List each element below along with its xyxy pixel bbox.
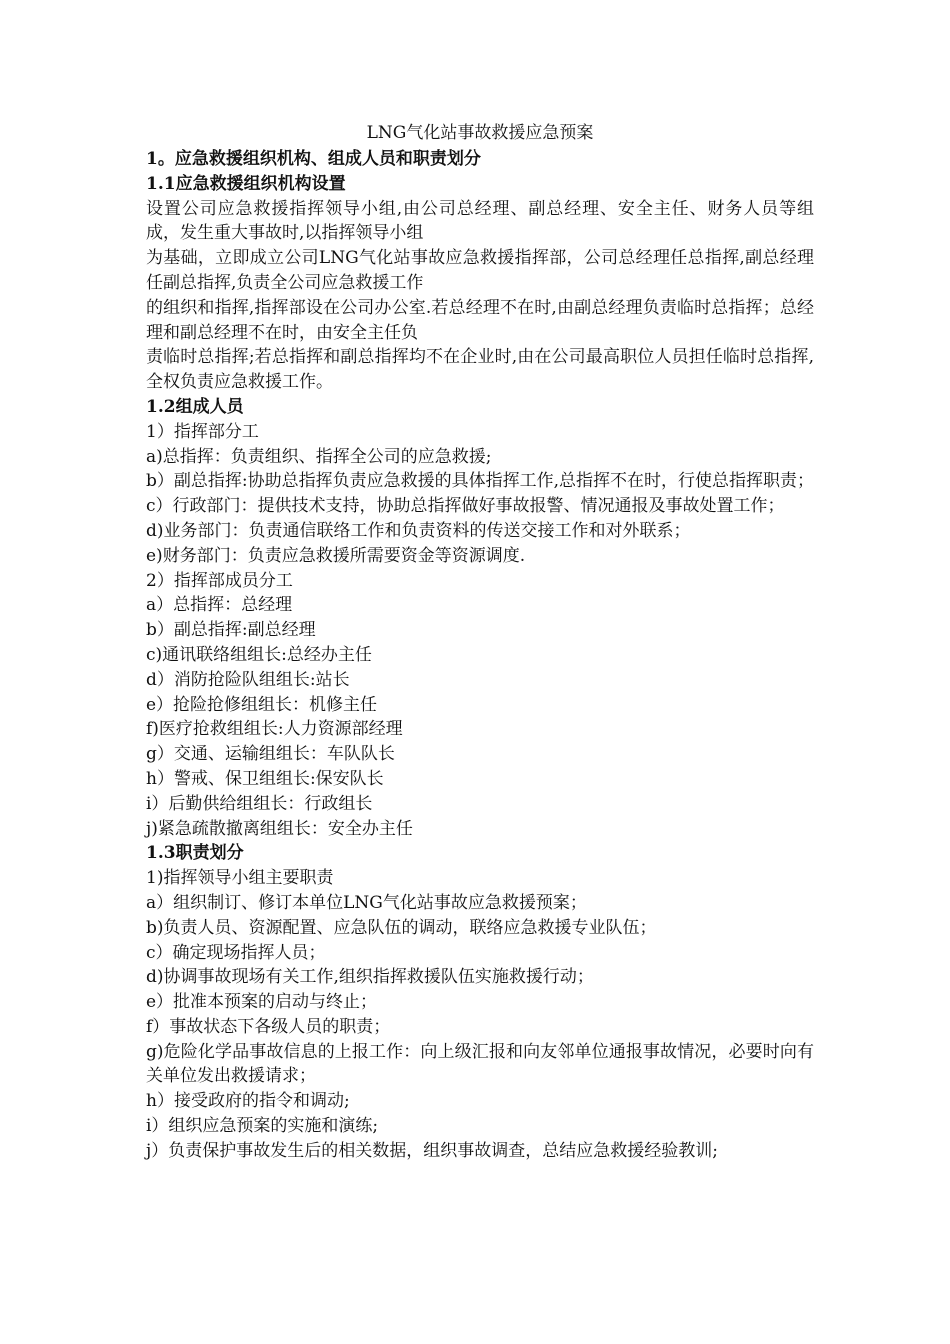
subsection-label: 1）指挥部分工 — [146, 421, 259, 442]
list-item: d)协调事故现场有关工作,组织指挥救援队伍实施救援行动； — [146, 967, 594, 988]
section-heading-1-2: 1.2组成人员 — [146, 396, 244, 417]
paragraph-line: 设置公司应急救援指挥领导小组,由公司总经理、副总经理、安全主任、财务人员等组成，发生重大事故时,以指挥领导小组 — [146, 198, 814, 244]
list-item: j)紧急疏散撤离组组长：安全办主任 — [146, 818, 413, 839]
list-item: c）确定现场指挥人员； — [146, 942, 326, 963]
list-item: h）接受政府的指令和调动; — [146, 1091, 350, 1112]
list-item: a）组织制订、修订本单位LNG气化站事故应急救援预案； — [146, 892, 587, 913]
list-item: a)总指挥：负责组织、指挥全公司的应急救援; — [146, 446, 492, 467]
paragraph-line: 为基础，立即成立公司LNG气化站事故应急救援指挥部，公司总经理任总指挥,副总经理任副总指挥,负责全公司应急救援工作 — [146, 248, 814, 293]
list-item: d）消防抢险队组组长:站长 — [146, 669, 350, 690]
section-heading-1-1: 1.1应急救援组织机构设置 — [146, 173, 346, 194]
list-item: g）交通、运输组组长：车队队长 — [146, 744, 395, 765]
list-item: i）组织应急预案的实施和演练; — [146, 1116, 379, 1137]
list-item: b）副总指挥:协助总指挥负责应急救援的具体指挥工作,总指挥不在时，行使总指挥职责； — [146, 471, 815, 492]
list-item: d)业务部门：负责通信联络工作和负责资料的传送交接工作和对外联系； — [146, 520, 691, 541]
document-body — [146, 121, 814, 1164]
list-item: f)医疗抢救组组长:人力资源部经理 — [146, 719, 403, 740]
list-item: e）批准本预案的启动与终止； — [146, 992, 378, 1013]
list-item: b)负责人员、资源配置、应急队伍的调动，联络应急救援专业队伍； — [146, 917, 657, 938]
list-item: c)通讯联络组组长:总经办主任 — [146, 644, 372, 665]
list-item: b）副总指挥:副总经理 — [146, 620, 316, 641]
list-item: c）行政部门：提供技术支持，协助总指挥做好事故报警、情况通报及事故处置工作； — [146, 496, 785, 517]
list-item: e）抢险抢修组组长：机修主任 — [146, 694, 378, 715]
list-item: f）事故状态下各级人员的职责； — [146, 1016, 391, 1037]
list-item: j）负责保护事故发生后的相关数据，组织事故调查，总结应急救援经验教训; — [146, 1140, 718, 1161]
list-item: h）警戒、保卫组组长:保安队长 — [146, 768, 384, 789]
section-heading-1: 1。应急救援组织机构、组成人员和职责划分 — [146, 149, 481, 169]
paragraph-line: 责临时总指挥;若总指挥和副总指挥均不在企业时,由在公司最高职位人员担任临时总指挥,全权负责应急救援工作。 — [146, 347, 814, 393]
list-item: a）总指挥：总经理 — [146, 595, 293, 616]
subsection-label: 2）指挥部成员分工 — [146, 570, 293, 591]
list-item: g)危险化学品事故信息的上报工作：向上级汇报和向友邻单位通报事故情况，必要时向有关单位发出救援请求； — [146, 1041, 814, 1087]
subsection-label: 1)指挥领导小组主要职责 — [146, 868, 334, 889]
section-heading-1-3: 1.3职责划分 — [146, 843, 244, 864]
list-item: i）后勤供给组组长：行政组长 — [146, 793, 373, 814]
document-title: LNG气化站事故救援应急预案 — [366, 123, 594, 143]
paragraph-line: 的组织和指挥,指挥部设在公司办公室.若总经理不在时,由副总经理负责临时总指挥；总经理和副总经理不在时，由安全主任负 — [146, 297, 814, 343]
list-item: e)财务部门：负责应急救援所需要资金等资源调度. — [146, 545, 526, 566]
